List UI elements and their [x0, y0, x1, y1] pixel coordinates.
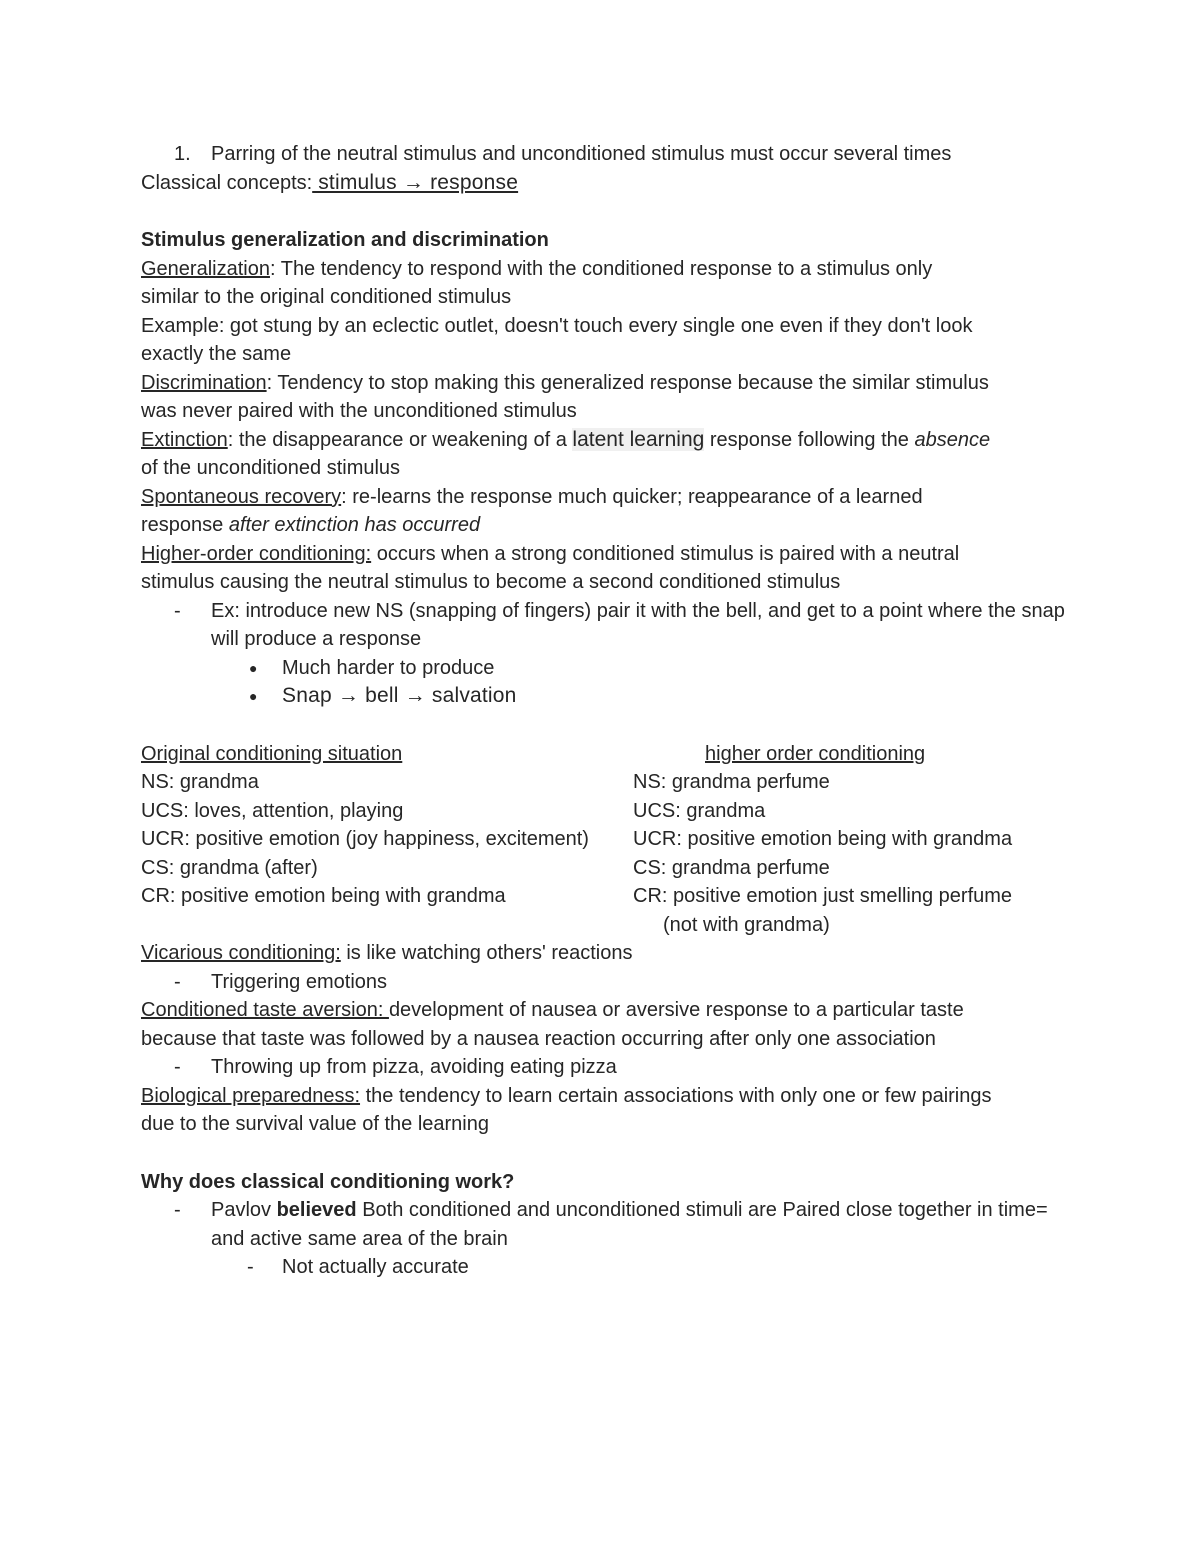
item-number: 1. [174, 143, 191, 165]
higher-order-line-1 [141, 540, 1071, 569]
table-row: NS: grandma [141, 771, 259, 793]
taste-line-1 [141, 996, 1071, 1025]
list-item [141, 1196, 1071, 1253]
discrimination-def: : Tendency to stop making this generalized response because the similar stimulus [266, 371, 989, 394]
list-item [141, 1253, 1071, 1282]
classical-concepts-line [141, 169, 1071, 198]
document-page [141, 140, 1071, 1282]
pavlov-a: Pavlov [211, 1199, 277, 1221]
bio-line-2: due to the survival value of the learning [141, 1113, 489, 1135]
list-item [141, 968, 1071, 997]
table-row: CS: grandma (after) [141, 856, 318, 879]
table-row: CR: positive emotion being with grandma [141, 885, 506, 907]
table-row: UCS: loves, attention, playing [141, 799, 404, 822]
taste-line-2: because that taste was followed by a nausea reaction occurring after only one association [141, 1027, 936, 1050]
list-item [141, 654, 1071, 683]
taste-def: development of nausea or aversive response to a particular taste [388, 999, 964, 1021]
spontaneous-def: : re-learns the response much quicker; reappearance of a learned [341, 485, 923, 508]
generalization-line-2: similar to the original conditioned stimulus [141, 286, 512, 308]
bullet-marker: ● [249, 688, 258, 704]
spontaneous-line-2 [141, 511, 1071, 540]
table-row: (not with grandma) [663, 913, 830, 936]
bullet-marker: ● [249, 659, 258, 676]
vicarious-sub: Triggering emotions [211, 970, 388, 993]
discrimination-term: Discrimination [141, 371, 267, 394]
original-heading: Original conditioning situation [141, 742, 403, 765]
table-row: CR: positive emotion just smelling perfume [633, 885, 1013, 907]
higher-order-heading: higher order conditioning [705, 742, 926, 765]
dash-marker: - [247, 1256, 254, 1278]
higher-order-column [633, 740, 1012, 940]
list-item [141, 1053, 1071, 1082]
extinction-term: Extinction [141, 428, 228, 451]
spontaneous-def-2a: response [141, 514, 229, 536]
extinction-line-2: of the unconditioned stimulus [141, 457, 401, 479]
table-row: NS: grandma perfume [633, 771, 830, 793]
not-accurate-text: Not actually accurate [282, 1256, 469, 1278]
latent-learning-highlight: latent learning [572, 427, 705, 451]
table-row: UCR: positive emotion (joy happiness, excitement) [141, 828, 589, 850]
extinction-absence: absence [914, 428, 991, 451]
taste-sub: Throwing up from pizza, avoiding eating pizza [211, 1056, 617, 1078]
bio-line-1 [141, 1082, 1071, 1111]
table-row: UCS: grandma [633, 799, 766, 822]
pavlov-b: Both conditioned and unconditioned stimuli are Paired close together in time= and active same area of the brain [211, 1199, 1048, 1250]
dash-marker: - [174, 599, 181, 622]
vicarious-term: Vicarious conditioning: [141, 942, 341, 964]
discrimination-line-2: was never paired with the unconditioned stimulus [141, 400, 577, 422]
extinction-def-a: : the disappearance or weakening of a [227, 428, 573, 451]
dash-marker: - [174, 970, 181, 993]
concepts-value: stimulus → response [312, 170, 519, 194]
pavlov-believed: believed [276, 1199, 357, 1221]
extinction-line-1 [141, 426, 1071, 455]
comparison-table [141, 740, 1071, 940]
generalization-def: : The tendency to respond with the conditioned response to a stimulus only [269, 257, 933, 280]
bio-def: the tendency to learn certain associations with only one or few pairings [360, 1084, 992, 1107]
original-column [141, 740, 633, 911]
discrimination-line-1 [141, 369, 1071, 398]
generalization-term: Generalization [141, 257, 270, 280]
table-row: UCR: positive emotion being with grandma [633, 828, 1013, 850]
spontaneous-line-1 [141, 483, 1071, 512]
list-item [141, 597, 1071, 654]
table-row: CS: grandma perfume [633, 856, 830, 879]
spontaneous-def-2b: after extinction has occurred [228, 514, 481, 536]
dash-marker: - [174, 1056, 181, 1078]
bullet-1-text: Much harder to produce [282, 656, 495, 679]
numbered-item [141, 140, 1071, 169]
higher-order-def: occurs when a strong conditioned stimulus is paired with a neutral [371, 542, 960, 565]
higher-order-term: Higher-order conditioning: [141, 542, 372, 565]
item-text: Parring of the neutral stimulus and unconditioned stimulus must occur several times [211, 143, 952, 165]
bio-term: Biological preparedness: [141, 1084, 361, 1107]
taste-term: Conditioned taste aversion: [141, 999, 389, 1021]
higher-order-line-2: stimulus causing the neutral stimulus to become a second conditioned stimulus [141, 571, 841, 593]
bullet-2-text: Snap → bell → salvation [282, 684, 517, 707]
list-item [141, 682, 1071, 711]
concepts-label: Classical concepts: [141, 171, 313, 194]
vicarious-line [141, 939, 1071, 968]
generalization-line-1 [141, 255, 1071, 284]
vicarious-def: is like watching others' reactions [340, 942, 633, 964]
ex-text: Ex: introduce new NS (snapping of fingers) pair it with the bell, and get to a point where the snap will produce a response [211, 599, 1065, 650]
dash-marker: - [174, 1199, 181, 1221]
example-line-2: exactly the same [141, 343, 292, 365]
section-heading-stimulus: Stimulus generalization and discrimination [141, 229, 549, 251]
extinction-def-b: response following the [704, 428, 915, 451]
example-line-1: Example: got stung by an eclectic outlet, doesn't touch every single one even if they don't look [141, 314, 973, 337]
spontaneous-term: Spontaneous recovery [141, 485, 342, 508]
section-heading-why: Why does classical conditioning work? [141, 1170, 515, 1193]
